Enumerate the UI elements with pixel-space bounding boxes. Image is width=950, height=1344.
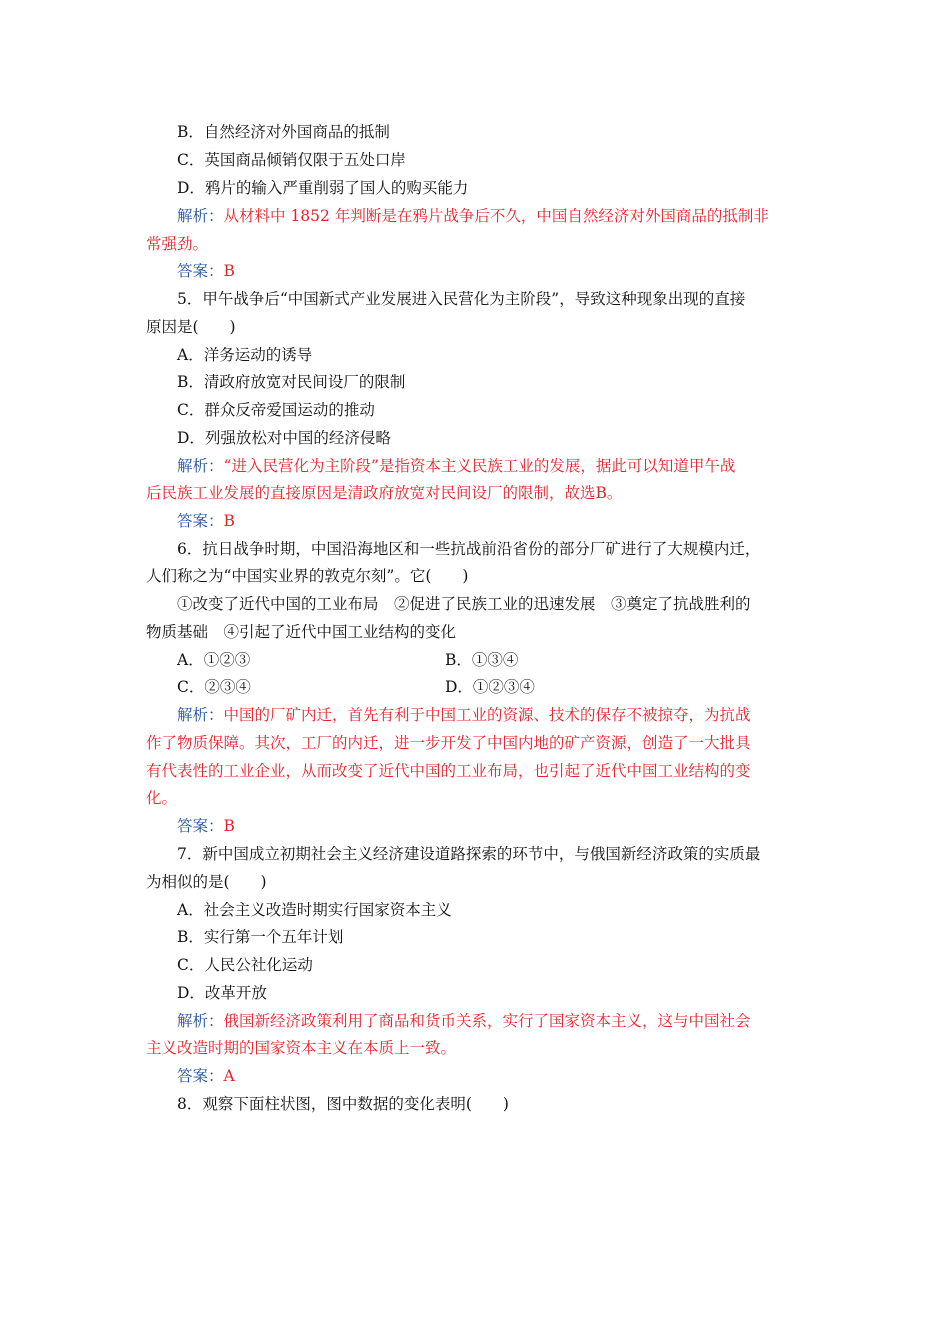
q7-option-a: A．社会主义改造时期实行国家资本主义 — [177, 901, 452, 919]
analysis-text: “进入民营化为主阶段”是指资本主义民族工业的发展，据此可以知道甲午战 — [223, 457, 736, 475]
q5-option-a: A．洋务运动的诱导 — [177, 346, 313, 364]
q5-stem: 5．甲午战争后“中国新式产业发展进入民营化为主阶段”，导致这种现象出现的直接 — [177, 290, 746, 308]
q5-analysis — [177, 456, 839, 476]
q4-answer — [177, 261, 839, 281]
q6-option-b: B．①③④ — [445, 651, 519, 669]
answer-label: 答案： — [177, 1067, 224, 1085]
q6-analysis-cont-3: 化。 — [146, 789, 178, 807]
q5-answer — [177, 511, 839, 531]
q6-answer — [177, 816, 839, 836]
analysis-label: 解析： — [177, 207, 224, 225]
answer-value: B — [223, 817, 235, 835]
q4-option-b: B．自然经济对外国商品的抵制 — [177, 123, 390, 141]
q4-analysis — [177, 206, 839, 226]
q7-option-d: D．改革开放 — [177, 984, 267, 1002]
q5-stem-cont: 原因是( ) — [146, 318, 236, 336]
q4-option-c: C．英国商品倾销仅限于五处口岸 — [177, 151, 406, 169]
q6-option-a: A．①②③ — [177, 651, 251, 669]
answer-value: B — [223, 262, 235, 280]
answer-label: 答案： — [177, 262, 224, 280]
q6-option-c: C．②③④ — [177, 678, 251, 696]
answer-label: 答案： — [177, 512, 224, 530]
analysis-text: 从材料中 1852 年判断是在鸦片战争后不久，中国自然经济对外国商品的抵制非 — [223, 207, 769, 225]
q5-option-c: C．群众反帝爱国运动的推动 — [177, 401, 375, 419]
q6-items-cont: 物质基础 ④引起了近代中国工业结构的变化 — [146, 623, 457, 641]
q7-analysis — [177, 1011, 839, 1031]
q5-analysis-cont: 后民族工业发展的直接原因是清政府放宽对民间设厂的限制，故选B。 — [146, 484, 623, 502]
q5-option-b: B．清政府放宽对民间设厂的限制 — [177, 373, 406, 391]
q6-options-row-1 — [177, 650, 839, 670]
q6-option-d: D．①②③④ — [445, 678, 535, 696]
q8-stem: 8．观察下面柱状图，图中数据的变化表明( ) — [177, 1095, 509, 1113]
analysis-label: 解析： — [177, 1012, 224, 1030]
q7-stem: 7．新中国成立初期社会主义经济建设道路探索的环节中，与俄国新经济政策的实质最 — [177, 845, 761, 863]
analysis-label: 解析： — [177, 457, 224, 475]
analysis-text: 俄国新经济政策利用了商品和货币关系，实行了国家资本主义，这与中国社会 — [223, 1012, 751, 1030]
q4-analysis-cont: 常强劲。 — [146, 235, 209, 253]
answer-value: A — [223, 1067, 235, 1085]
q7-analysis-cont: 主义改造时期的国家资本主义在本质上一致。 — [146, 1039, 457, 1057]
q6-analysis-cont-2: 有代表性的工业企业，从而改变了近代中国的工业布局，也引起了近代中国工业结构的变 — [146, 762, 751, 780]
q7-answer — [177, 1066, 839, 1086]
answer-value: B — [223, 512, 235, 530]
q6-stem-cont: 人们称之为“中国实业界的敦克尔刻”。它( ) — [146, 567, 469, 585]
q6-options-row-2 — [177, 677, 839, 697]
analysis-label: 解析： — [177, 706, 224, 724]
answer-label: 答案： — [177, 817, 224, 835]
q6-analysis — [177, 705, 839, 725]
q6-items: ①改变了近代中国的工业布局 ②促进了民族工业的迅速发展 ③奠定了抗战胜利的 — [177, 595, 751, 613]
q5-option-d: D．列强放松对中国的经济侵略 — [177, 429, 391, 447]
q7-option-c: C．人民公社化运动 — [177, 956, 313, 974]
q7-stem-cont: 为相似的是( ) — [146, 873, 267, 891]
analysis-text: 中国的厂矿内迁，首先有利于中国工业的资源、技术的保存不被掠夺，为抗战 — [223, 706, 751, 724]
q6-analysis-cont-1: 作了物质保障。其次，工厂的内迁，进一步开发了中国内地的矿产资源，创造了一大批具 — [146, 734, 751, 752]
q6-stem: 6．抗日战争时期，中国沿海地区和一些抗战前沿省份的部分厂矿进行了大规模内迁， — [177, 540, 761, 558]
q4-option-d: D．鸦片的输入严重削弱了国人的购买能力 — [177, 179, 469, 197]
q7-option-b: B．实行第一个五年计划 — [177, 928, 344, 946]
